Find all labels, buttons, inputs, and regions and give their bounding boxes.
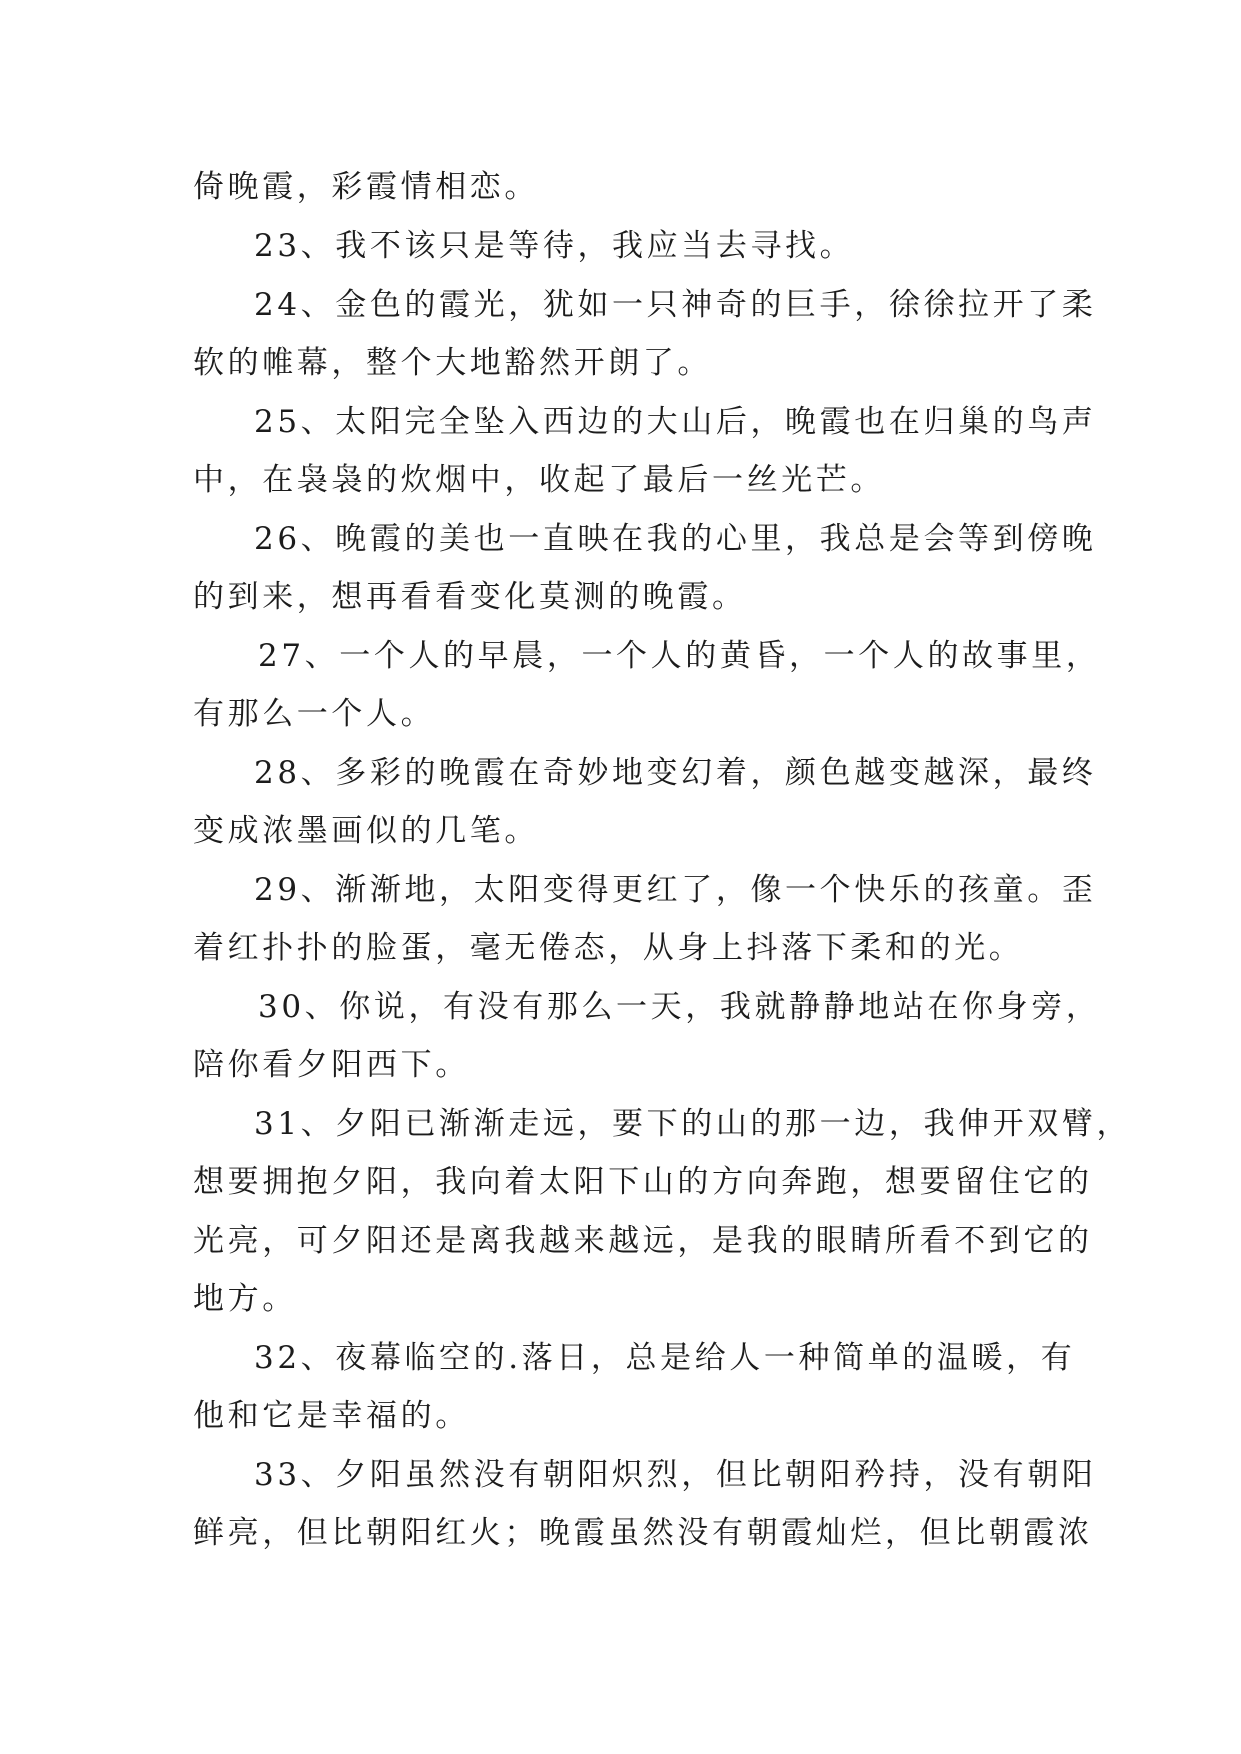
text-line: 31、夕阳已渐渐走远，要下的山的那一边，我伸开双臂，: [254, 1106, 1132, 1142]
text-line: 着红扑扑的脸蛋，毫无倦态，从身上抖落下柔和的光。: [193, 930, 1024, 966]
text-line: 的到来，想再看看变化莫测的晚霞。: [193, 579, 747, 615]
text-line: 30、你说，有没有那么一天，我就静静地站在你身旁，: [258, 989, 1101, 1025]
text-line: 32、夜幕临空的.落日，总是给人一种简单的温暖，有: [254, 1340, 1076, 1376]
text-line: 28、多彩的晚霞在奇妙地变幻着，颜色越变越深，最终: [254, 755, 1097, 791]
text-line: 想要拥抱夕阳，我向着太阳下山的方向奔跑，想要留住它的: [193, 1164, 1093, 1200]
text-line: 有那么一个人。: [193, 696, 436, 732]
text-line: 中，在袅袅的炊烟中，收起了最后一丝光芒。: [193, 462, 885, 498]
text-line: 29、渐渐地，太阳变得更红了，像一个快乐的孩童。歪: [254, 872, 1097, 908]
text-line: 26、晚霞的美也一直映在我的心里，我总是会等到傍晚: [254, 521, 1097, 557]
text-line: 27、一个人的早晨，一个人的黄昏，一个人的故事里，: [258, 638, 1101, 674]
text-line: 23、我不该只是等待，我应当去寻找。: [254, 228, 855, 264]
text-line: 光亮，可夕阳还是离我越来越远，是我的眼睛所看不到它的: [193, 1223, 1093, 1259]
text-line: 倚晚霞，彩霞情相恋。: [193, 169, 539, 205]
text-line: 变成浓墨画似的几笔。: [193, 813, 539, 849]
text-line: 陪你看夕阳西下。: [193, 1047, 470, 1083]
text-line: 地方。: [193, 1281, 297, 1317]
text-line: 24、金色的霞光，犹如一只神奇的巨手，徐徐拉开了柔: [254, 287, 1097, 323]
text-line: 他和它是幸福的。: [193, 1398, 470, 1434]
text-line: 鲜亮，但比朝阳红火；晚霞虽然没有朝霞灿烂，但比朝霞浓: [193, 1515, 1093, 1551]
text-line: 25、太阳完全坠入西边的大山后，晚霞也在归巢的鸟声: [254, 404, 1097, 440]
text-line: 33、夕阳虽然没有朝阳炽烈，但比朝阳矜持，没有朝阳: [254, 1457, 1097, 1493]
text-line: 软的帷幕，整个大地豁然开朗了。: [193, 345, 712, 381]
